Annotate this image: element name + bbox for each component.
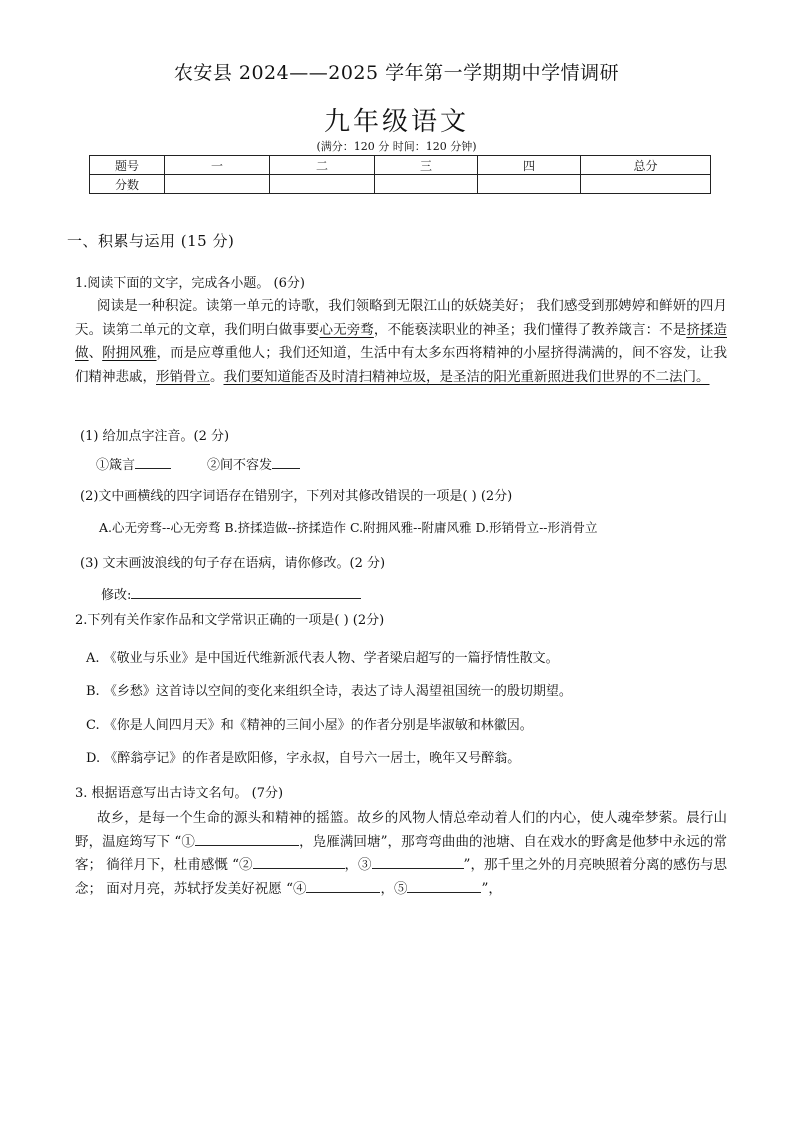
score-table bbox=[89, 155, 711, 194]
passage-text: ，③ bbox=[344, 857, 372, 874]
q1-stem: 1.阅读下面的文字，完成各小题。 (6分) bbox=[75, 276, 305, 291]
passage-text: ”， bbox=[481, 880, 502, 897]
q2-stem: 2.下列有关作家作品和文学常识正确的一项是( ) (2分) bbox=[75, 613, 385, 628]
passage-text: ，不能亵渎职业的神圣；我们懂得了教养箴言：不是 bbox=[373, 321, 687, 338]
poem-answer-blank[interactable] bbox=[195, 831, 299, 846]
q1-sub3-answer bbox=[101, 584, 361, 603]
q1-passage bbox=[75, 295, 727, 389]
q3-stem: 3. 根据语意写出古诗文名句。 (7分) bbox=[75, 786, 284, 801]
passage-text: 阅读是一种积淀。读第一单元的诗歌，我们领略到无限江山的妖娆美好； 我们感受到那娉婷和鲜妍的四月天。读第二单元的文章，我们明白做事要 bbox=[75, 298, 727, 338]
q1-sub1-item bbox=[96, 454, 171, 473]
score-table-header-row bbox=[90, 156, 711, 175]
underlined-word: 心无旁骛 bbox=[319, 321, 374, 338]
poem-answer-blank[interactable] bbox=[372, 854, 464, 869]
poem-answer-blank[interactable] bbox=[306, 878, 380, 893]
exam-header-title: 农安县 2024——2025 学年第一学期期中学情调研 bbox=[173, 62, 620, 84]
underlined-word: 形销骨立 bbox=[156, 368, 210, 385]
q3-passage bbox=[75, 807, 727, 901]
score-cell: 一 bbox=[165, 156, 270, 175]
pinyin-item-label: ①箴言 bbox=[96, 458, 136, 473]
score-input-cell[interactable] bbox=[478, 175, 581, 194]
score-input-cell[interactable] bbox=[375, 175, 478, 194]
passage-text: ，而是应尊重他人；我们还知道，生活中有太多东西将精神的小屋挤得满满的，间不容发，让我们精神悲戚， bbox=[75, 345, 728, 385]
score-input-cell[interactable] bbox=[165, 175, 270, 194]
underlined-word: 挤揉造做 bbox=[75, 321, 728, 362]
pinyin-answer-blank[interactable] bbox=[135, 454, 171, 469]
answer-label: 修改: bbox=[101, 588, 132, 603]
poem-answer-blank[interactable] bbox=[407, 878, 481, 893]
q1-sub2: (2)文中画横线的四字词语存在错别字，下列对其修改错误的一项是( ) (2分) bbox=[80, 489, 513, 504]
passage-text: ，⑤ bbox=[380, 880, 408, 897]
exam-info: (满分：120 分 时间：120 分钟) bbox=[316, 140, 477, 153]
q2-option-d: D. 《醉翁亭记》的作者是欧阳修，字永叔，自号六一居士，晚年又号醉翁。 bbox=[86, 751, 521, 766]
passage-text: 、 bbox=[88, 345, 103, 362]
score-table-score-row bbox=[90, 175, 711, 194]
underlined-word: 附拥风雅 bbox=[102, 345, 157, 362]
score-cell: 总分 bbox=[581, 156, 711, 175]
passage-text: 故乡，是每一个生命的源头和精神的摇篮。故乡的风物人情总牵动着人们的内心，使人魂牵梦萦。晨行山野，温庭筠写下 “① bbox=[75, 810, 727, 850]
q1-sub1-item bbox=[207, 454, 300, 473]
passage-text: ，凫雁满回塘”，那弯弯曲曲的池塘、自在戏水的野禽是他梦中永远的常客； 徜徉月下，杜甫感慨 “② bbox=[75, 833, 727, 874]
exam-subject-title: 九年级语文 bbox=[323, 107, 469, 137]
pinyin-item-label: ②间不容发 bbox=[207, 458, 273, 473]
passage-text: ”，那千里之外的月亮映照着分离的感伤与思念； 面对月亮，苏轼抒发美好祝愿 “④ bbox=[75, 857, 728, 897]
score-input-cell[interactable] bbox=[270, 175, 375, 194]
score-cell: 二 bbox=[270, 156, 375, 175]
score-cell: 三 bbox=[375, 156, 478, 175]
poem-answer-blank[interactable] bbox=[253, 854, 345, 869]
q2-option-c: C. 《你是人间四月天》和《精神的三间小屋》的作者分别是毕淑敏和林徽因。 bbox=[86, 718, 533, 733]
passage-text: 。 bbox=[210, 368, 224, 385]
wavy-underlined-sentence: 我们要知道能否及时清扫精神垃圾，是圣洁的阳光重新照进我们世界的不二法门。 bbox=[223, 368, 710, 385]
score-cell: 题号 bbox=[90, 156, 165, 175]
pinyin-answer-blank[interactable] bbox=[272, 454, 300, 469]
q1-sub2-options: A.心无旁骛--心无旁骛 B.挤揉造做--挤揉造作 C.附拥风雅--附庸风雅 D.形销骨立--形消骨立 bbox=[99, 520, 598, 535]
q2-option-a: A. 《敬业与乐业》是中国近代维新派代表人物、学者梁启超写的一篇抒情性散文。 bbox=[86, 651, 559, 666]
section-title: 一、积累与运用 (15 分) bbox=[67, 232, 235, 250]
q1-sub3: (3) 文末画波浪线的句子存在语病，请你修改。(2 分) bbox=[80, 556, 386, 571]
revision-answer-blank[interactable] bbox=[131, 584, 361, 599]
score-cell: 四 bbox=[478, 156, 581, 175]
score-cell: 分数 bbox=[90, 175, 165, 194]
q2-option-b: B. 《乡愁》这首诗以空间的变化来组织全诗，表达了诗人渴望祖国统一的殷切期望。 bbox=[86, 684, 572, 699]
q1-sub1: (1) 给加点字注音。(2 分) bbox=[80, 429, 230, 444]
score-input-cell[interactable] bbox=[581, 175, 711, 194]
